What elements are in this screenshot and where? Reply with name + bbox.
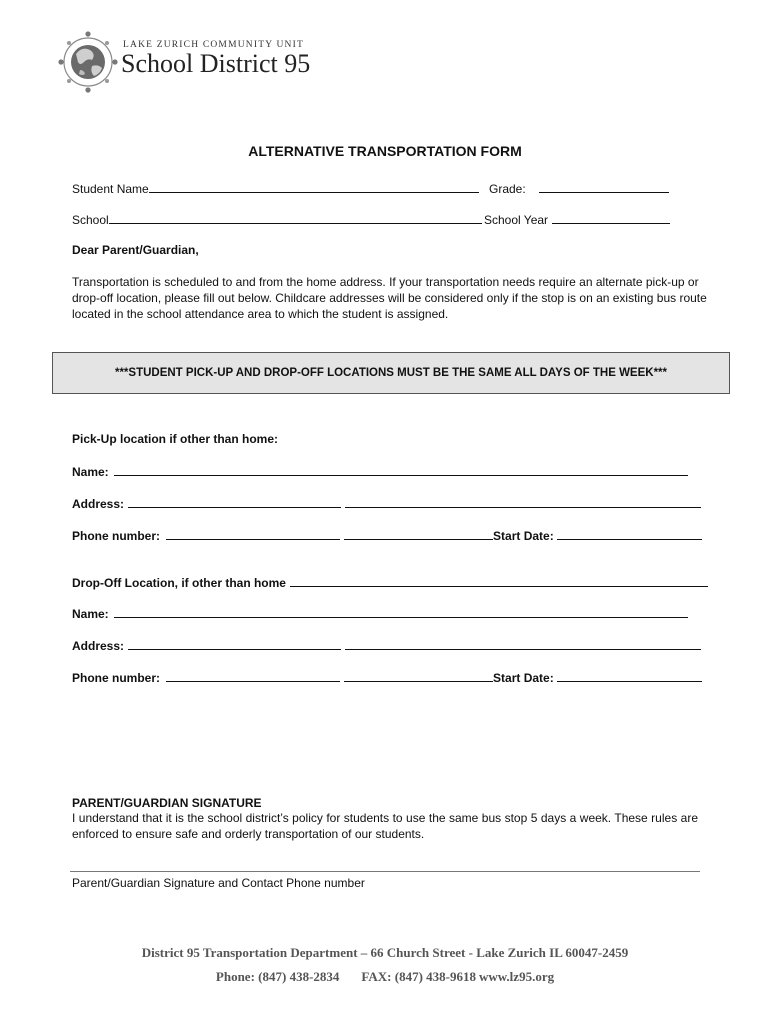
student-name-label: Student Name (72, 182, 149, 196)
pickup-start-date-field[interactable] (557, 527, 702, 540)
signature-line[interactable] (70, 871, 700, 872)
globe-icon (58, 31, 117, 92)
notice-box: ***STUDENT PICK-UP AND DROP-OFF LOCATIONS MUST BE THE SAME ALL DAYS OF THE WEEK*** (52, 352, 730, 394)
dropoff-phone-row (72, 669, 702, 685)
grade-field[interactable] (539, 180, 669, 193)
dropoff-start-date-field[interactable] (557, 669, 702, 682)
footer-address: District 95 Transportation Department – 66 Church Street - Lake Zurich IL 60047-2459 (141, 945, 629, 960)
district-name-small: LAKE ZURICH COMMUNITY UNIT (123, 40, 304, 50)
dropoff-name-row (72, 605, 688, 621)
dropoff-location-field[interactable] (290, 574, 708, 587)
school-year-row (484, 211, 670, 227)
footer-fax: FAX: (847) 438-9618 (361, 969, 476, 984)
student-row (72, 180, 479, 196)
dropoff-start-date-label: Start Date: (493, 671, 554, 685)
dropoff-address-field-2[interactable] (345, 637, 701, 650)
pickup-address-label: Address: (72, 497, 125, 511)
school-field[interactable] (109, 211, 482, 224)
dropoff-heading: Drop-Off Location, if other than home (72, 576, 286, 590)
pickup-address-row (72, 495, 701, 511)
form-title: ALTERNATIVE TRANSPORTATION FORM (248, 143, 522, 159)
pickup-name-field[interactable] (114, 463, 688, 476)
school-year-field[interactable] (552, 211, 670, 224)
dropoff-phone-field-1[interactable] (166, 669, 340, 682)
pickup-address-field-2[interactable] (345, 495, 701, 508)
district-name: School District 95 (121, 49, 311, 78)
footer-contact (0, 969, 770, 985)
school-label: School (72, 213, 109, 227)
pickup-start-date-label: Start Date: (493, 529, 554, 543)
dropoff-address-row (72, 637, 701, 653)
student-name-field[interactable] (149, 180, 479, 193)
school-row (72, 211, 482, 227)
dropoff-name-field[interactable] (114, 605, 688, 618)
pickup-name-row (72, 463, 688, 479)
pickup-address-field-1[interactable] (128, 495, 341, 508)
signature-heading: PARENT/GUARDIAN SIGNATURE (72, 796, 262, 810)
dropoff-phone-field-2[interactable] (344, 669, 493, 682)
grade-label: Grade: (489, 182, 526, 196)
pickup-phone-field-2[interactable] (344, 527, 493, 540)
footer-phone: Phone: (847) 438-2834 (215, 969, 340, 984)
signature-line-label: Parent/Guardian Signature and Contact Phone number (72, 876, 365, 890)
signature-text: I understand that it is the school district’s policy for students to use the same bus stop 5 days a week. These rules are enforced to ensure safe and orderly transportation of our students. (72, 811, 698, 841)
pickup-phone-field-1[interactable] (166, 527, 340, 540)
pickup-heading: Pick-Up location if other than home: (72, 432, 279, 446)
footer-website[interactable]: www.lz95.org (478, 969, 555, 984)
salutation: Dear Parent/Guardian, (72, 243, 199, 257)
pickup-phone-label: Phone number: (72, 529, 161, 543)
school-year-label: School Year (484, 213, 549, 227)
dropoff-address-field-1[interactable] (128, 637, 341, 650)
dropoff-phone-label: Phone number: (72, 671, 161, 685)
pickup-phone-row (72, 527, 702, 543)
dropoff-address-label: Address: (72, 639, 125, 653)
intro-paragraph: Transportation is scheduled to and from the home address. If your transportation needs require an alternate pick-up or drop-off location, please fill out below. Childcare addresses will be considered only if the stop is on an existing bus route located in the school attendance area to which the student is assigned. (72, 275, 707, 321)
pickup-name-label: Name: (72, 465, 109, 479)
dropoff-name-label: Name: (72, 607, 109, 621)
grade-row (489, 180, 669, 196)
dropoff-row (72, 574, 708, 590)
